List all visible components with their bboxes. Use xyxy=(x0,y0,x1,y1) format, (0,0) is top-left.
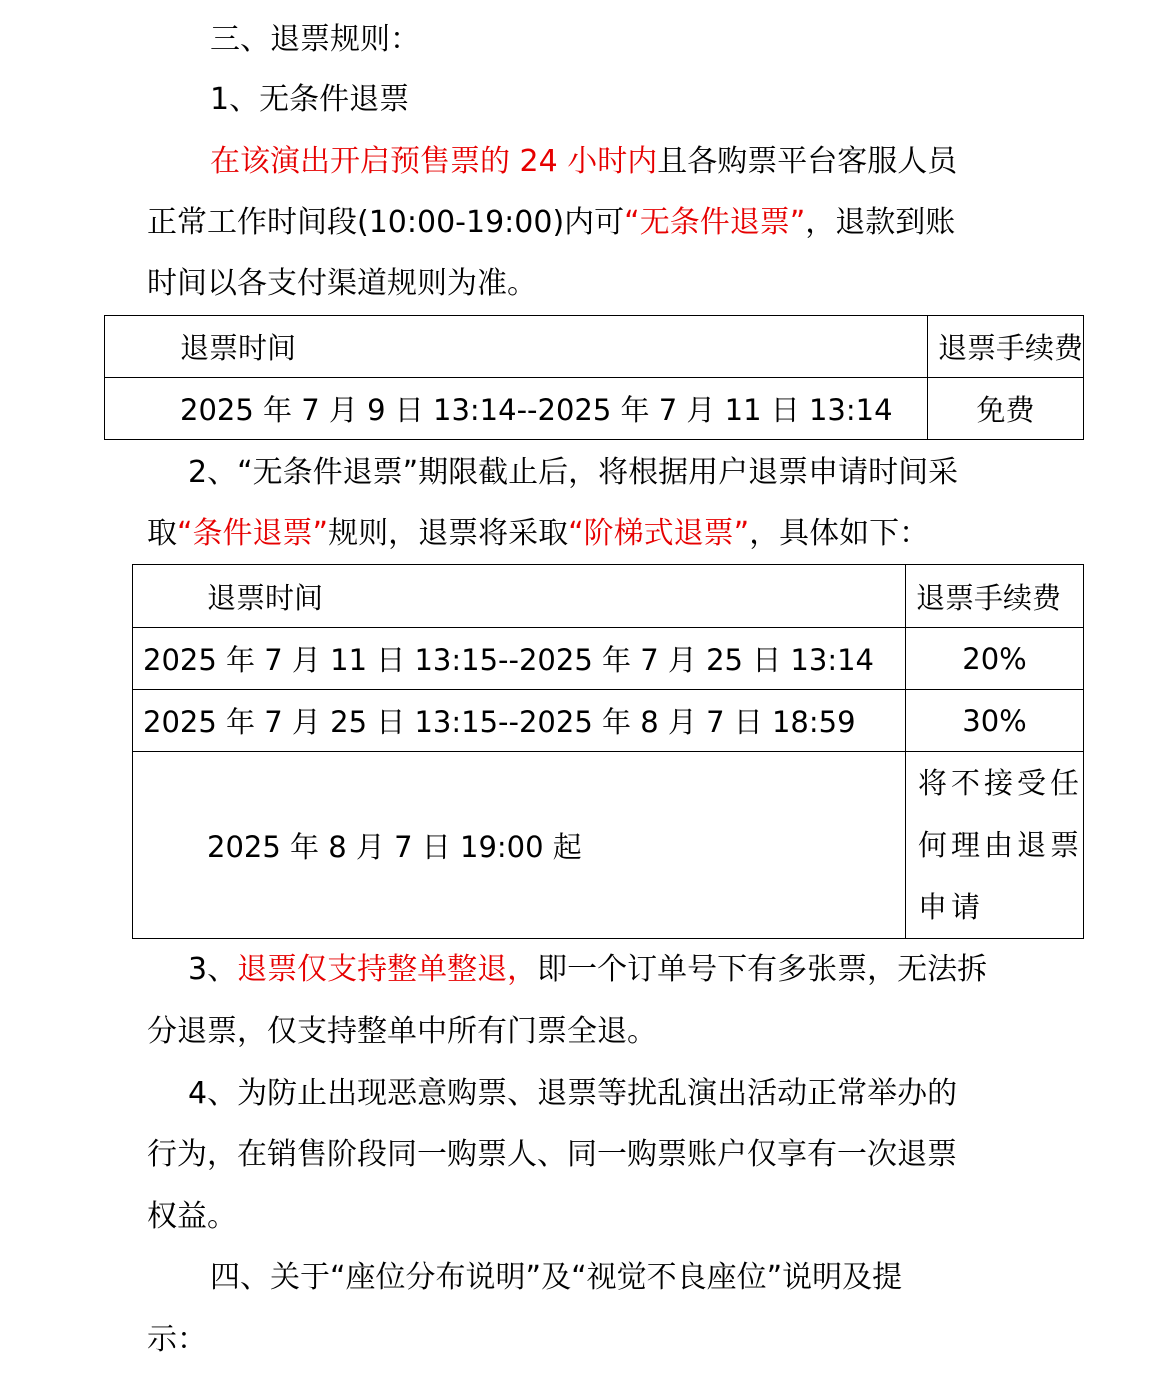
item1-line3: 时间以各支付渠道规则为准。 xyxy=(147,266,537,301)
fee-line: 将不接受任 xyxy=(917,766,1083,800)
fee-line: 申请 xyxy=(917,890,984,924)
table-cell-fee: 免费 xyxy=(927,378,1083,440)
item3-line1 xyxy=(188,950,987,990)
table-cell-fee: 30% xyxy=(905,690,1083,752)
table-header-cell: 退票时间 xyxy=(105,316,928,378)
table-cell-fee xyxy=(905,752,1083,939)
item2-text: ，具体如下： xyxy=(749,516,930,551)
item1-red-text: “无条件退票” xyxy=(624,205,806,240)
item4-line2: 行为，在销售阶段同一购票人、同一购票账户仅享有一次退票 xyxy=(147,1137,957,1172)
item2-red-text: “阶梯式退票” xyxy=(568,516,750,551)
table-cell-time: 2025 年 7 月 9 日 13:14--2025 年 7 月 11 日 13:14 xyxy=(105,378,928,440)
item3-text: 即一个订单号下有多张票，无法拆 xyxy=(537,952,988,987)
refund-table-2 xyxy=(132,564,1084,939)
table-row xyxy=(133,628,1084,690)
table-row xyxy=(133,690,1084,752)
table-header-cell: 退票手续费 xyxy=(905,565,1083,628)
item2-red-text: “条件退票” xyxy=(177,516,329,551)
table-header-row xyxy=(105,316,1084,378)
item1-text: 且各购票平台客服人员 xyxy=(657,144,958,179)
item1-line1 xyxy=(210,142,957,182)
table-cell-fee: 20% xyxy=(905,628,1083,690)
table-header-cell: 退票手续费 xyxy=(927,316,1083,378)
item4-line3: 权益。 xyxy=(147,1199,237,1234)
table-cell-time: 2025 年 7 月 11 日 13:15--2025 年 7 月 25 日 13:14 xyxy=(133,628,906,690)
item3-red-text: 退票仅支持整单整退， xyxy=(237,952,538,987)
table-row xyxy=(105,378,1084,440)
item1-text: ，退款到账 xyxy=(805,205,956,240)
item4-line1: 4、为防止出现恶意购票、退票等扰乱演出活动正常举办的 xyxy=(188,1076,958,1111)
fee-line: 何理由退票 xyxy=(917,828,1083,862)
item1-heading: 1、无条件退票 xyxy=(210,82,410,117)
table-row xyxy=(133,752,1084,939)
item3-text: 3、 xyxy=(188,952,238,987)
table-header-cell: 退票时间 xyxy=(133,565,906,628)
table-cell-time: 2025 年 7 月 25 日 13:15--2025 年 8 月 7 日 18:59 xyxy=(133,690,906,752)
item1-text: 正常工作时间段(10:00-19:00)内可 xyxy=(147,205,625,240)
item2-text: 规则，退票将采取 xyxy=(328,516,569,551)
section4-heading: 四、关于“座位分布说明”及“视觉不良座位”说明及提 xyxy=(210,1260,903,1295)
section4-heading-line2: 示： xyxy=(147,1322,207,1357)
item1-line2 xyxy=(147,203,955,243)
item2-line1: 2、“无条件退票”期限截止后，将根据用户退票申请时间采 xyxy=(188,455,959,490)
refund-table-1 xyxy=(104,315,1084,440)
item2-line2 xyxy=(147,514,929,554)
item1-red-text: 在该演出开启预售票的 24 小时内 xyxy=(210,144,658,179)
item2-text: 取 xyxy=(147,516,177,551)
table-cell-time: 2025 年 8 月 7 日 19:00 起 xyxy=(133,752,906,939)
section3-heading: 三、退票规则： xyxy=(210,22,420,57)
table-header-row xyxy=(133,565,1084,628)
item3-line2: 分退票，仅支持整单中所有门票全退。 xyxy=(147,1014,657,1049)
